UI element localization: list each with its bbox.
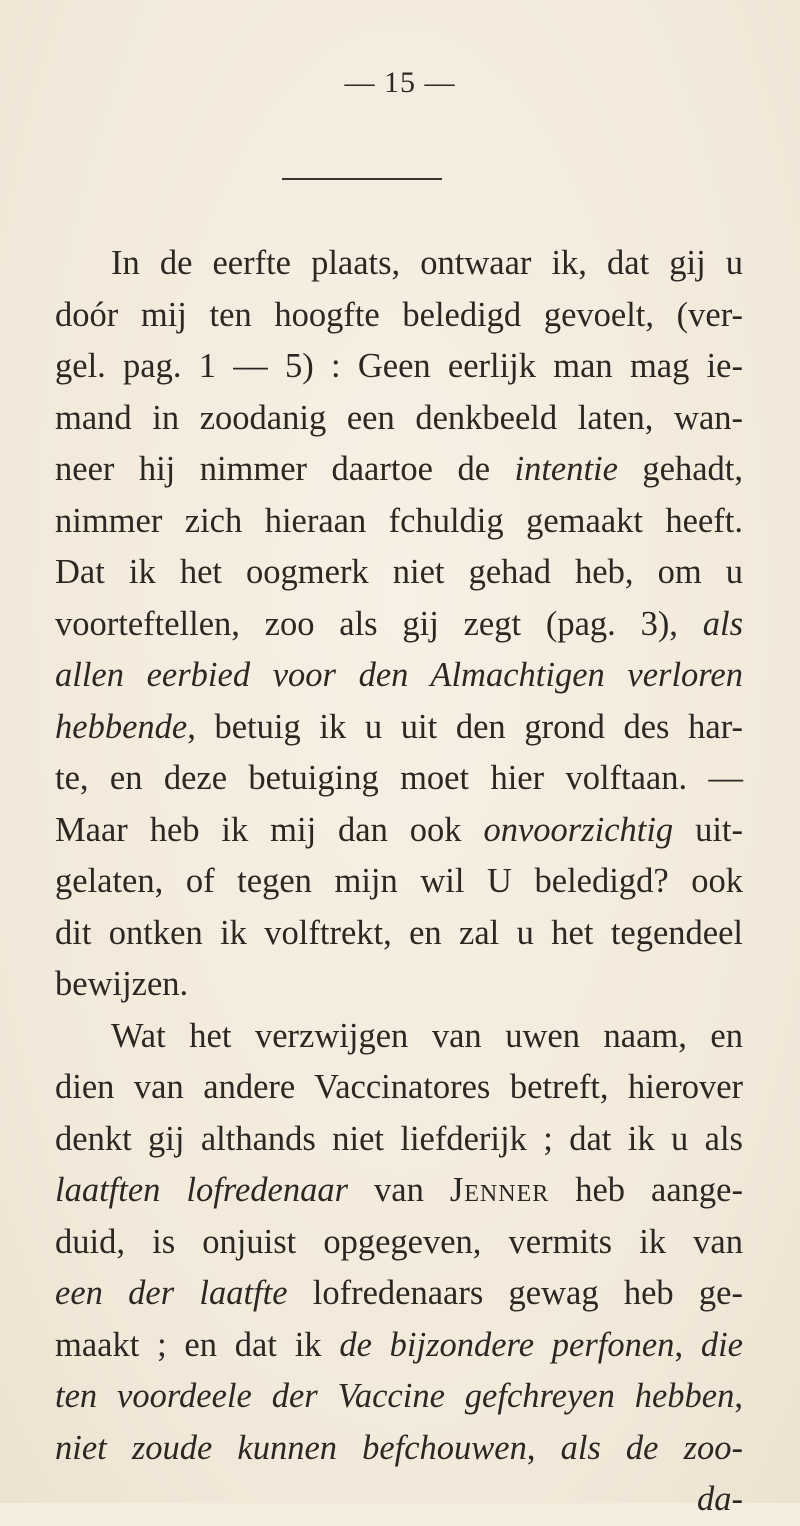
text-line: gel. pag. 1 — 5) : Geen eerlijk man mag ie-	[55, 347, 743, 385]
text-line: een der laatfte lofredenaars gewag heb ge-	[55, 1274, 743, 1312]
text-line: dit ontken ik volftrekt, en zal u het tegendeel	[55, 913, 743, 952]
catchword: da-	[697, 1480, 743, 1518]
italic-quote: allen eerbied voor den Almachtigen verloren	[55, 656, 743, 694]
body-text	[55, 238, 743, 1526]
text-line: duid, is onjuist opgegeven, vermits ik van	[55, 1222, 743, 1261]
italic-term: de bijzondere perfonen	[339, 1325, 675, 1364]
text-line: voorteftellen, zoo als gij zegt (pag. 3), als	[55, 604, 743, 643]
text-line: Wat het verzwijgen van uwen naam, en	[111, 1016, 743, 1055]
italic-term: ten voordeele der Vaccine gefchreyen hebben	[55, 1377, 735, 1415]
text-line: neer hij nimmer daartoe de intentie gehadt,	[55, 450, 743, 488]
text-line: doór mij ten hoogfte beledigd gevoelt, (ver-	[55, 295, 743, 334]
author-name: Jenner	[449, 1171, 550, 1209]
text-line: hebbende, betuig ik u uit den grond des har-	[55, 707, 743, 746]
italic-term: intentie	[514, 450, 618, 488]
text-line: gelaten, of tegen mijn wil U beledigd? ook	[55, 862, 743, 900]
text-line: denkt gij althands niet liefderijk ; dat ik u als	[55, 1119, 743, 1158]
italic-term: een der laatfte	[55, 1274, 288, 1312]
italic-term: niet zoude kunnen befchouwen	[55, 1428, 527, 1467]
italic-quote: hebbende	[55, 707, 188, 746]
text-line	[55, 650, 743, 702]
italic-term: als de zoo-	[560, 1428, 743, 1467]
text-line: dien van andere Vaccinatores betreft, hierover	[55, 1068, 743, 1106]
text-line: Dat ik het oogmerk niet gehad heb, om u	[55, 553, 743, 591]
italic-quote: als	[702, 604, 743, 643]
header-rule	[282, 178, 442, 180]
italic-term: laatften lofredenaar	[55, 1171, 349, 1209]
text-line: In de eerfte plaats, ontwaar ik, dat gij u	[111, 244, 743, 282]
text-line: ten voordeele der Vaccine gefchreyen hebben,	[55, 1377, 743, 1415]
text-line: te, en deze betuiging moet hier volftaan. —	[55, 759, 743, 797]
text-line: bewijzen.	[55, 965, 189, 1003]
italic-term: onvoorzichtig	[483, 810, 674, 849]
page-number: — 15 —	[344, 66, 456, 99]
text-line: mand in zoodanig een denkbeeld laten, wan-	[55, 398, 743, 437]
text-line: Maar heb ik mij dan ook onvoorzichtig uit-	[55, 810, 743, 849]
italic-term: die	[700, 1325, 743, 1364]
text-line: nimmer zich hieraan fchuldig gemaakt heeft.	[55, 501, 743, 540]
text-line: maakt ; en dat ik de bijzondere perfonen, die	[55, 1325, 743, 1364]
text-line: laatften lofredenaar van Jenner heb aange-	[55, 1171, 743, 1209]
text-line: niet zoude kunnen befchouwen, als de zoo-	[55, 1428, 743, 1467]
